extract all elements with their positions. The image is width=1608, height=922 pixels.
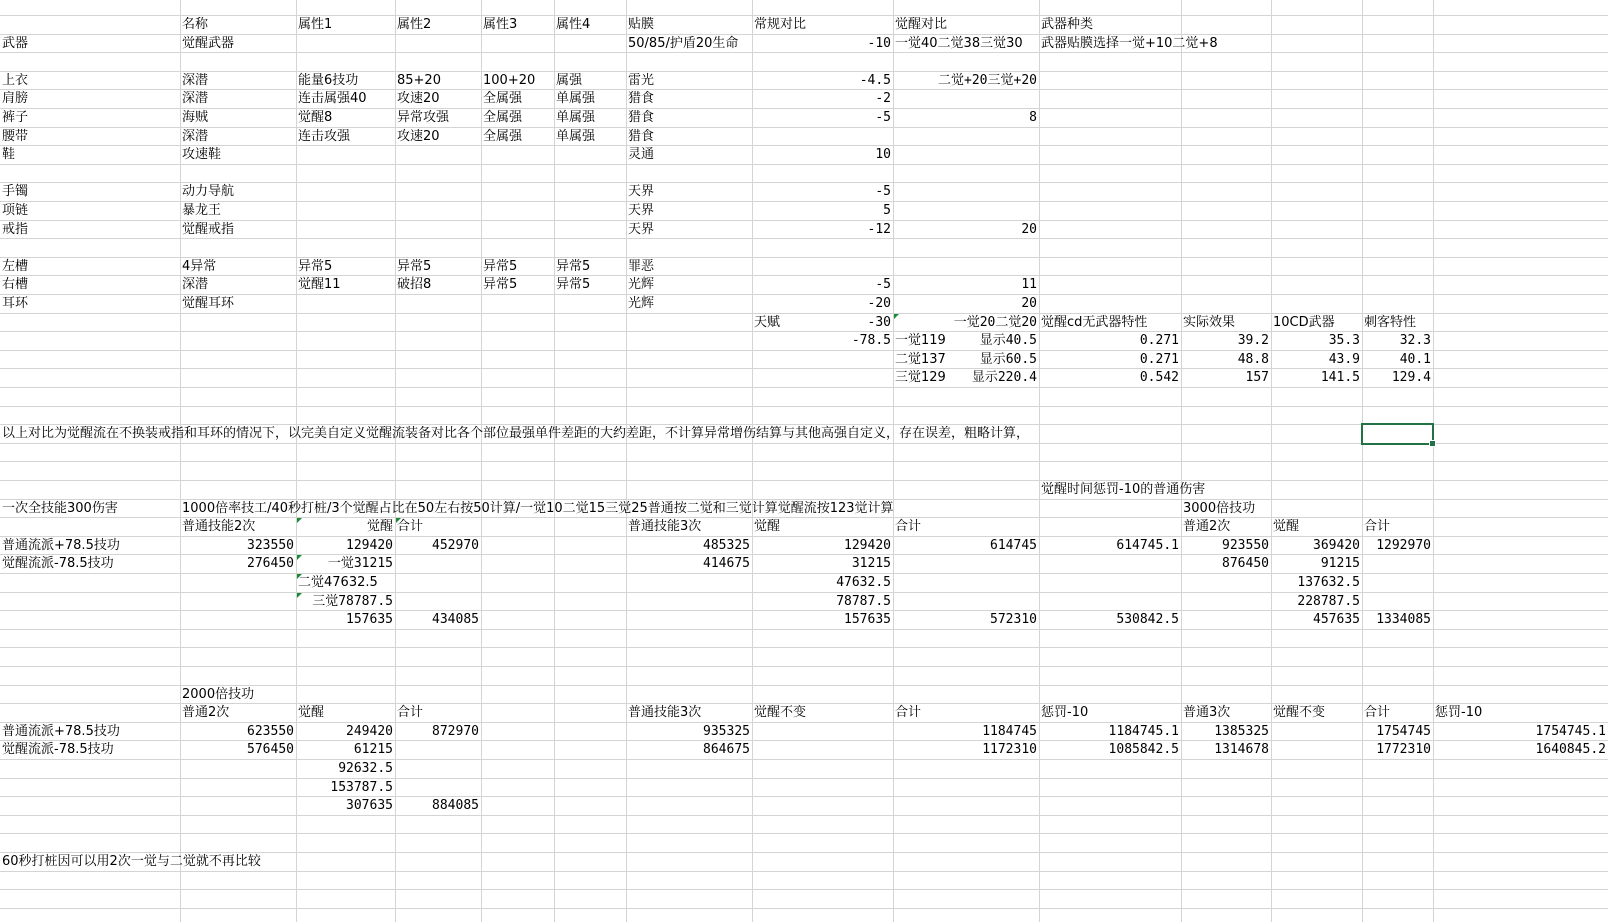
- cell-r7-c0[interactable]: 鞋: [2, 147, 16, 162]
- cell-r13-c4[interactable]: 异常5: [483, 259, 518, 274]
- cell-r0-c3[interactable]: 属性2: [397, 17, 432, 32]
- row-gridline: [0, 778, 1608, 779]
- cell-r28-c11[interactable]: 369420: [1313, 538, 1360, 553]
- cell-r9-c1[interactable]: 动力导航: [182, 184, 235, 199]
- cell-r16-c10[interactable]: 实际效果: [1183, 315, 1236, 330]
- selected-cell-outline[interactable]: [1361, 423, 1434, 445]
- cell-r18-c11[interactable]: 43.9: [1328, 352, 1360, 367]
- cell-r18-c12[interactable]: 40.1: [1399, 352, 1431, 367]
- cell-r5-c5[interactable]: 单属强: [556, 110, 596, 125]
- cell-r1-c8[interactable]: 一觉40二觉38三觉30: [895, 36, 1023, 51]
- cell-r28-c3[interactable]: 452970: [432, 538, 479, 553]
- cell-r4-c3[interactable]: 攻速20: [397, 91, 440, 106]
- cell-r7-c6[interactable]: 灵通: [628, 147, 655, 162]
- row-gridline: [0, 164, 1608, 165]
- cell-r26-c0[interactable]: 一次全技能300伤害: [2, 501, 118, 516]
- cell-r11-c8[interactable]: 20: [1021, 222, 1037, 237]
- cell-r28-c2[interactable]: 129420: [346, 538, 393, 553]
- cell-r45-c0[interactable]: 60秒打桩因可以用2次一觉与二觉就不再比较: [2, 854, 261, 869]
- cell-r1-c7[interactable]: -10: [867, 36, 891, 51]
- cell-r14-c4[interactable]: 异常5: [483, 277, 518, 292]
- cell-r39-c0[interactable]: 觉醒流派-78.5技功: [2, 742, 114, 757]
- cell-r5-c3[interactable]: 异常攻强: [397, 110, 450, 125]
- row-gridline: [0, 908, 1608, 909]
- cell-r29-c0[interactable]: 觉醒流派-78.5技功: [2, 556, 114, 571]
- cell-r6-c6[interactable]: 猎食: [628, 129, 655, 144]
- cell-r18-c8[interactable]: 显示60.5: [979, 352, 1037, 367]
- cell-r1-c6[interactable]: 50/85/护盾20生命: [628, 36, 739, 51]
- cell-r39-c10[interactable]: 1314678: [1214, 742, 1269, 757]
- row-gridline: [0, 127, 1608, 128]
- cell-r19-c10[interactable]: 157: [1245, 370, 1269, 385]
- cell-r38-c2[interactable]: 249420: [346, 724, 393, 739]
- cell-r19-c9[interactable]: 0.542: [1139, 370, 1179, 385]
- cell-r14-c5[interactable]: 异常5: [556, 277, 591, 292]
- cell-r37-c1[interactable]: 普通2次: [182, 705, 230, 720]
- cell-r19-c8[interactable]: 三觉129: [895, 370, 946, 385]
- column-gridline: [893, 0, 894, 922]
- cell-r28-c6[interactable]: 485325: [703, 538, 750, 553]
- cell-r29-c6[interactable]: 414675: [703, 556, 750, 571]
- cell-r40-c2[interactable]: 92632.5: [338, 761, 393, 776]
- cell-r38-c6[interactable]: 935325: [703, 724, 750, 739]
- cell-r3-c5[interactable]: 属强: [556, 73, 583, 88]
- cell-r38-c8[interactable]: 1184745: [982, 724, 1037, 739]
- cell-r14-c8[interactable]: 11: [1021, 277, 1037, 292]
- cell-r9-c7[interactable]: -5: [875, 184, 891, 199]
- cell-r36-c1[interactable]: 2000倍技功: [182, 687, 255, 702]
- row-gridline: [0, 759, 1608, 760]
- cell-r6-c3[interactable]: 攻速20: [397, 129, 440, 144]
- cell-r27-c7[interactable]: 觉醒: [754, 519, 781, 534]
- row-gridline: [0, 406, 1608, 407]
- cell-r6-c4[interactable]: 全属强: [483, 129, 523, 144]
- row-gridline: [0, 796, 1608, 797]
- cell-r0-c7[interactable]: 常规对比: [754, 17, 807, 32]
- cell-r31-c2[interactable]: 三觉78787.5: [312, 594, 393, 609]
- row-gridline: [0, 480, 1608, 481]
- comment-marker-icon: [297, 593, 302, 598]
- cell-r0-c2[interactable]: 属性1: [298, 17, 333, 32]
- cell-r27-c6[interactable]: 普通技能3次: [628, 519, 702, 534]
- cell-r17-c10[interactable]: 39.2: [1237, 333, 1269, 348]
- cell-r4-c5[interactable]: 单属强: [556, 91, 596, 106]
- cell-r4-c2[interactable]: 连击属强40: [298, 91, 367, 106]
- cell-r17-c12[interactable]: 32.3: [1399, 333, 1431, 348]
- cell-r15-c0[interactable]: 耳环: [2, 296, 29, 311]
- cell-r39-c12[interactable]: 1772310: [1376, 742, 1431, 757]
- cell-r29-c10[interactable]: 876450: [1222, 556, 1269, 571]
- cell-r28-c7[interactable]: 129420: [844, 538, 891, 553]
- cell-r39-c6[interactable]: 864675: [703, 742, 750, 757]
- cell-r5-c7[interactable]: -5: [875, 110, 891, 125]
- cell-r28-c12[interactable]: 1292970: [1376, 538, 1431, 553]
- cell-r5-c8[interactable]: 8: [1029, 110, 1037, 125]
- cell-r31-c7[interactable]: 78787.5: [836, 594, 891, 609]
- cell-r37-c2[interactable]: 觉醒: [298, 705, 325, 720]
- cell-r15-c1[interactable]: 觉醒耳环: [182, 296, 235, 311]
- cell-r32-c11[interactable]: 457635: [1313, 612, 1360, 627]
- cell-r4-c0[interactable]: 肩膀: [2, 91, 29, 106]
- comment-marker-icon: [894, 314, 899, 319]
- cell-r3-c8[interactable]: 二觉+20三觉+20: [938, 73, 1037, 88]
- cell-r16-c9[interactable]: 觉醒cd无武器特性: [1041, 315, 1148, 330]
- cell-r3-c7[interactable]: -4.5: [859, 73, 891, 88]
- cell-r5-c0[interactable]: 裤子: [2, 110, 29, 125]
- cell-r11-c0[interactable]: 戒指: [2, 222, 29, 237]
- row-gridline: [0, 833, 1608, 834]
- cell-r7-c1[interactable]: 攻速鞋: [182, 147, 222, 162]
- cell-r11-c6[interactable]: 天界: [628, 222, 655, 237]
- cell-r27-c2[interactable]: 觉醒: [366, 519, 393, 534]
- cell-r22-c0[interactable]: 以上对比为觉醒流在不换装戒指和耳环的情况下，以完美自定义觉醒流装备对比各个部位最强单件差距的大约差距，不计算异常增伤结算与其他高强自定义，存在误差，粗略计算，: [2, 426, 1030, 441]
- cell-r3-c6[interactable]: 雷光: [628, 73, 655, 88]
- cell-r10-c0[interactable]: 项链: [2, 203, 29, 218]
- row-gridline: [0, 889, 1608, 890]
- cell-r17-c11[interactable]: 35.3: [1328, 333, 1360, 348]
- cell-r5-c6[interactable]: 猎食: [628, 110, 655, 125]
- cell-r11-c7[interactable]: -12: [867, 222, 891, 237]
- cell-r39-c13[interactable]: 1640845.2: [1535, 742, 1606, 757]
- column-gridline: [1433, 0, 1434, 922]
- cell-r42-c2[interactable]: 307635: [346, 798, 393, 813]
- cell-r37-c8[interactable]: 合计: [895, 705, 922, 720]
- cell-r27-c3[interactable]: 合计: [397, 519, 424, 534]
- cell-r32-c9[interactable]: 530842.5: [1116, 612, 1179, 627]
- cell-r38-c1[interactable]: 623550: [247, 724, 294, 739]
- cell-r27-c8[interactable]: 合计: [895, 519, 922, 534]
- cell-r32-c2[interactable]: 157635: [346, 612, 393, 627]
- column-gridline: [752, 0, 753, 922]
- comment-marker-icon: [297, 518, 302, 523]
- cell-r32-c12[interactable]: 1334085: [1376, 612, 1431, 627]
- row-gridline: [0, 871, 1608, 872]
- column-gridline: [1362, 0, 1363, 922]
- cell-r5-c1[interactable]: 海贼: [182, 110, 209, 125]
- cell-r18-c8[interactable]: 二觉137: [895, 352, 946, 367]
- cell-r27-c1[interactable]: 普通技能2次: [182, 519, 256, 534]
- cell-r38-c10[interactable]: 1385325: [1214, 724, 1269, 739]
- cell-r28-c9[interactable]: 614745.1: [1116, 538, 1179, 553]
- cell-r5-c4[interactable]: 全属强: [483, 110, 523, 125]
- cell-r0-c8[interactable]: 觉醒对比: [895, 17, 948, 32]
- cell-r29-c11[interactable]: 91215: [1320, 556, 1360, 571]
- cell-r32-c7[interactable]: 157635: [844, 612, 891, 627]
- cell-r39-c1[interactable]: 576450: [247, 742, 294, 757]
- cell-r28-c8[interactable]: 614745: [990, 538, 1037, 553]
- cell-r39-c8[interactable]: 1172310: [982, 742, 1037, 757]
- cell-r3-c2[interactable]: 能量6技功: [298, 73, 359, 88]
- cell-r38-c3[interactable]: 872970: [432, 724, 479, 739]
- cell-r26-c1[interactable]: 1000倍率技工/40秒打桩/3个觉醒占比在50左右按50计算/一觉10二觉15三觉25普通按二觉和三觉计算觉醒流按123觉计算: [182, 501, 894, 516]
- cell-r17-c7[interactable]: -78.5: [851, 333, 891, 348]
- cell-r37-c9[interactable]: 惩罚-10: [1041, 705, 1089, 720]
- cell-r0-c5[interactable]: 属性4: [556, 17, 591, 32]
- cell-r3-c3[interactable]: 85+20: [397, 73, 441, 88]
- cell-r11-c1[interactable]: 觉醒戒指: [182, 222, 235, 237]
- row-gridline: [0, 387, 1608, 388]
- cell-r17-c8[interactable]: 显示40.5: [979, 333, 1037, 348]
- cell-r42-c3[interactable]: 884085: [432, 798, 479, 813]
- cell-r14-c6[interactable]: 光辉: [628, 277, 655, 292]
- cell-r1-c9[interactable]: 武器贴膜选择一觉+10二觉+8: [1041, 36, 1218, 51]
- cell-r7-c7[interactable]: 10: [875, 147, 891, 162]
- cell-r18-c10[interactable]: 48.8: [1237, 352, 1269, 367]
- cell-r13-c2[interactable]: 异常5: [298, 259, 333, 274]
- cell-r28-c10[interactable]: 923550: [1222, 538, 1269, 553]
- cell-r32-c8[interactable]: 572310: [990, 612, 1037, 627]
- cell-r14-c3[interactable]: 破招8: [397, 277, 432, 292]
- cell-r38-c13[interactable]: 1754745.1: [1535, 724, 1606, 739]
- cell-r16-c8[interactable]: 一觉20二觉20: [953, 315, 1037, 330]
- cell-r13-c3[interactable]: 异常5: [397, 259, 432, 274]
- cell-r37-c7[interactable]: 觉醒不变: [754, 705, 807, 720]
- cell-r6-c1[interactable]: 深潜: [182, 129, 209, 144]
- cell-r28-c0[interactable]: 普通流派+78.5技功: [2, 538, 120, 553]
- cell-r38-c9[interactable]: 1184745.1: [1108, 724, 1179, 739]
- cell-r19-c12[interactable]: 129.4: [1391, 370, 1431, 385]
- cell-r15-c8[interactable]: 20: [1021, 296, 1037, 311]
- cell-r13-c6[interactable]: 罪恶: [628, 259, 655, 274]
- cell-r27-c10[interactable]: 普通2次: [1183, 519, 1231, 534]
- cell-r0-c6[interactable]: 贴膜: [628, 17, 655, 32]
- cell-r4-c6[interactable]: 猎食: [628, 91, 655, 106]
- cell-r37-c13[interactable]: 惩罚-10: [1435, 705, 1483, 720]
- cell-r4-c7[interactable]: -2: [875, 91, 891, 106]
- cell-r29-c2[interactable]: 一觉31215: [327, 556, 393, 571]
- comment-marker-icon: [297, 574, 302, 579]
- row-gridline: [0, 629, 1608, 630]
- cell-r17-c9[interactable]: 0.271: [1139, 333, 1179, 348]
- cell-r29-c1[interactable]: 276450: [247, 556, 294, 571]
- cell-r14-c2[interactable]: 觉醒11: [298, 277, 341, 292]
- cell-r5-c2[interactable]: 觉醒8: [298, 110, 333, 125]
- cell-r37-c6[interactable]: 普通技能3次: [628, 705, 702, 720]
- cell-r15-c7[interactable]: -20: [867, 296, 891, 311]
- cell-r10-c1[interactable]: 暴龙王: [182, 203, 222, 218]
- cell-r0-c1[interactable]: 名称: [182, 17, 209, 32]
- cell-r38-c12[interactable]: 1754745: [1376, 724, 1431, 739]
- cell-r39-c2[interactable]: 61215: [353, 742, 393, 757]
- cell-r41-c2[interactable]: 153787.5: [330, 780, 393, 795]
- cell-r28-c1[interactable]: 323550: [247, 538, 294, 553]
- cell-r27-c12[interactable]: 合计: [1364, 519, 1391, 534]
- cell-r14-c0[interactable]: 右槽: [2, 277, 29, 292]
- cell-r0-c9[interactable]: 武器种类: [1041, 17, 1094, 32]
- row-gridline: [0, 666, 1608, 667]
- cell-r17-c8[interactable]: 一觉119: [895, 333, 946, 348]
- cell-r39-c9[interactable]: 1085842.5: [1108, 742, 1179, 757]
- cell-r9-c0[interactable]: 手镯: [2, 184, 29, 199]
- cell-r26-c10[interactable]: 3000倍技功: [1183, 501, 1256, 516]
- cell-r13-c5[interactable]: 异常5: [556, 259, 591, 274]
- cell-r31-c11[interactable]: 228787.5: [1297, 594, 1360, 609]
- cell-r10-c7[interactable]: 5: [883, 203, 891, 218]
- cell-r25-c9[interactable]: 觉醒时间惩罚-10的普通伤害: [1041, 482, 1206, 497]
- cell-r37-c11[interactable]: 觉醒不变: [1273, 705, 1326, 720]
- cell-r4-c4[interactable]: 全属强: [483, 91, 523, 106]
- cell-r30-c2[interactable]: 二觉47632.5: [298, 575, 378, 590]
- cell-r14-c7[interactable]: -5: [875, 277, 891, 292]
- row-gridline: [0, 461, 1608, 462]
- row-gridline: [0, 647, 1608, 648]
- cell-r1-c0[interactable]: 武器: [2, 36, 29, 51]
- cell-r16-c7[interactable]: 天赋: [754, 315, 781, 330]
- cell-r18-c9[interactable]: 0.271: [1139, 352, 1179, 367]
- row-gridline: [0, 815, 1608, 816]
- cell-r4-c1[interactable]: 深潜: [182, 91, 209, 106]
- cell-r37-c10[interactable]: 普通3次: [1183, 705, 1231, 720]
- cell-r3-c0[interactable]: 上衣: [2, 73, 29, 88]
- cell-r3-c1[interactable]: 深潜: [182, 73, 209, 88]
- cell-r15-c6[interactable]: 光辉: [628, 296, 655, 311]
- cell-r32-c3[interactable]: 434085: [432, 612, 479, 627]
- cell-r30-c7[interactable]: 47632.5: [836, 575, 891, 590]
- row-gridline: [0, 257, 1608, 258]
- cell-r3-c4[interactable]: 100+20: [483, 73, 536, 88]
- cell-r1-c1[interactable]: 觉醒武器: [182, 36, 235, 51]
- cell-r0-c4[interactable]: 属性3: [483, 17, 518, 32]
- cell-r38-c0[interactable]: 普通流派+78.5技功: [2, 724, 120, 739]
- cell-r16-c12[interactable]: 刺客特性: [1364, 315, 1417, 330]
- cell-r16-c7[interactable]: -30: [867, 315, 891, 330]
- cell-r37-c12[interactable]: 合计: [1364, 705, 1391, 720]
- cell-r10-c6[interactable]: 天界: [628, 203, 655, 218]
- comment-marker-icon: [396, 518, 401, 523]
- cell-r27-c11[interactable]: 觉醒: [1273, 519, 1300, 534]
- comment-marker-icon: [297, 555, 302, 560]
- cell-r13-c0[interactable]: 左槽: [2, 259, 29, 274]
- cell-r19-c8[interactable]: 显示220.4: [971, 370, 1037, 385]
- cell-r6-c2[interactable]: 连击攻强: [298, 129, 351, 144]
- column-gridline: [1271, 0, 1272, 922]
- cell-r14-c1[interactable]: 深潜: [182, 277, 209, 292]
- cell-r16-c11[interactable]: 10CD武器: [1273, 315, 1335, 330]
- column-gridline: [1039, 0, 1040, 922]
- column-gridline: [1181, 0, 1182, 922]
- cell-r30-c11[interactable]: 137632.5: [1297, 575, 1360, 590]
- cell-r13-c1[interactable]: 4异常: [182, 259, 217, 274]
- cell-r19-c11[interactable]: 141.5: [1320, 370, 1360, 385]
- cell-r37-c3[interactable]: 合计: [397, 705, 424, 720]
- cell-r6-c5[interactable]: 单属强: [556, 129, 596, 144]
- cell-r29-c7[interactable]: 31215: [851, 556, 891, 571]
- cell-r6-c0[interactable]: 腰带: [2, 129, 29, 144]
- cell-r9-c6[interactable]: 天界: [628, 184, 655, 199]
